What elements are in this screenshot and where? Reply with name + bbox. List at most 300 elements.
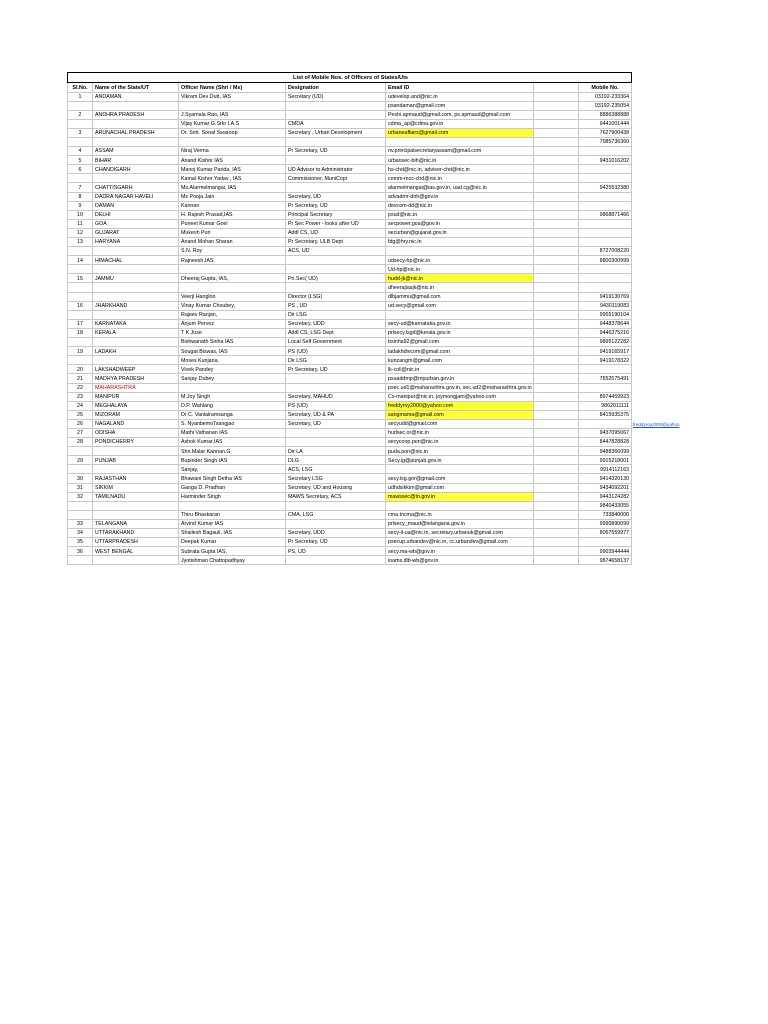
- table-row: [68, 356, 632, 365]
- table-row: [68, 265, 632, 274]
- email-cell: Secy.lg@punjab.gov.in: [386, 456, 534, 465]
- sl-no-cell: [68, 356, 93, 365]
- mobile-cell: 8974459923: [579, 392, 632, 401]
- state-cell: UTTARPRADESH: [93, 538, 179, 547]
- email-cell: bsinha92@gmail.com: [386, 338, 534, 347]
- email-cell: psecup.urbandev@nic.in, cc.urbandev@gmail.com: [386, 538, 534, 547]
- blank-cell: [534, 529, 579, 538]
- designation-cell: Secretary, UD: [286, 419, 386, 428]
- table-row: [68, 474, 632, 483]
- state-cell: RAJASTHAN: [93, 474, 179, 483]
- mobile-cell: 9840433055: [579, 501, 632, 510]
- email-cell: [386, 465, 534, 474]
- sl-no-cell: [68, 119, 93, 128]
- designation-cell: Pr Sec Power - looks after UD: [286, 219, 386, 228]
- mobile-cell: 7552575491: [579, 374, 632, 383]
- designation-cell: Secretary LSG: [286, 474, 386, 483]
- email-cell: Cs-manipur@nic.in, joymongjam@yahoo.com: [386, 392, 534, 401]
- sl-no-cell: 33: [68, 519, 93, 528]
- sl-no-cell: [68, 465, 93, 474]
- mobile-cell: [579, 365, 632, 374]
- mobile-cell: 9437095067: [579, 428, 632, 437]
- designation-cell: PS , UD: [286, 301, 386, 310]
- blank-cell: [534, 456, 579, 465]
- designation-cell: [286, 501, 386, 510]
- mobile-cell: 9955190104: [579, 310, 632, 319]
- officer-cell: T K Jose: [179, 328, 286, 337]
- blank-cell: [534, 428, 579, 437]
- table-row: [68, 137, 632, 146]
- table-row: [68, 347, 632, 356]
- table-row: [68, 447, 632, 456]
- officer-cell: Bhawani Singh Detha IAS: [179, 474, 286, 483]
- sl-no-cell: 1: [68, 92, 93, 101]
- mobile-cell: [579, 274, 632, 283]
- blank-cell: [534, 292, 579, 301]
- state-cell: MAHARASHTRA: [93, 383, 179, 392]
- officer-cell: Sanjay Dubey: [179, 374, 286, 383]
- officer-cell: M.Joy Singh: [179, 392, 286, 401]
- sl-no-cell: [68, 283, 93, 292]
- designation-cell: [286, 256, 386, 265]
- sl-no-cell: [68, 556, 93, 565]
- designation-cell: Dir LSG: [286, 356, 386, 365]
- state-cell: [93, 265, 179, 274]
- sl-no-cell: 32: [68, 492, 93, 501]
- designation-cell: PS (UD): [286, 347, 386, 356]
- state-cell: PONDICHERRY: [93, 438, 179, 447]
- table-row: [68, 156, 632, 165]
- sl-no-cell: 22: [68, 383, 93, 392]
- mobile-cell: 9419178322: [579, 356, 632, 365]
- blank-cell: [534, 410, 579, 419]
- table-row: [68, 338, 632, 347]
- sl-no-cell: 8: [68, 192, 93, 201]
- blank-cell: [534, 110, 579, 119]
- email-cell: hudsec.or@nic.in: [386, 428, 534, 437]
- state-cell: CHATTISGARH: [93, 183, 179, 192]
- sl-no-cell: 24: [68, 401, 93, 410]
- table-row: [68, 192, 632, 201]
- blank-cell: [534, 119, 579, 128]
- table-row: [68, 456, 632, 465]
- officer-cell: S.N. Roy: [179, 247, 286, 256]
- mobile-cell: 9903944444: [579, 547, 632, 556]
- table-row: [68, 319, 632, 328]
- email-cell: dheerajiasjk@nic.in: [386, 283, 534, 292]
- state-cell: UTTARAKHAND: [93, 529, 179, 538]
- sl-no-cell: 21: [68, 374, 93, 383]
- state-cell: NAGALAND: [93, 419, 179, 428]
- email-cell: psec.ud1@maharashtra.gov.in, sec.ud2@maharashtra.gov.in: [386, 383, 534, 392]
- designation-cell: CMA, LSG: [286, 510, 386, 519]
- designation-cell: Commissioner, MuniCopr: [286, 174, 386, 183]
- officer-cell: [179, 137, 286, 146]
- mobile-cell: 03192-233364: [579, 92, 632, 101]
- email-cell: secy-ud@karnataka.gov.in: [386, 319, 534, 328]
- designation-cell: [286, 556, 386, 565]
- sl-no-cell: 29: [68, 456, 93, 465]
- officer-cell: [179, 383, 286, 392]
- mobile-cell: 9874658137: [579, 556, 632, 565]
- state-cell: KERALA: [93, 328, 179, 337]
- email-cell: fdg@hry.nic.in: [386, 238, 534, 247]
- state-cell: LADAKH: [93, 347, 179, 356]
- mobile-cell: 9488366099: [579, 447, 632, 456]
- officer-cell: Vijay Kumar G.Srkr I.A.S: [179, 119, 286, 128]
- officer-cell: Dheeraj Gupta, IAS,: [179, 274, 286, 283]
- sl-no-cell: 16: [68, 301, 93, 310]
- mobile-cell: [579, 147, 632, 156]
- officer-cell: Vikram Dev Dutt, IAS: [179, 92, 286, 101]
- table-row: [68, 374, 632, 383]
- table-row: [68, 492, 632, 501]
- mobile-cell: [579, 538, 632, 547]
- mobile-cell: 9914112163: [579, 465, 632, 474]
- officer-cell: Anand Mohan Sharan: [179, 238, 286, 247]
- officer-cell: J.Syamala Rao, IAS: [179, 110, 286, 119]
- email-cell: secyudd@gmail.com: [386, 419, 534, 428]
- blank-cell: [534, 356, 579, 365]
- sl-no-cell: 9: [68, 201, 93, 210]
- email-cell: alarmelmangai@ias.gov.in, uad.cg@nic.in: [386, 183, 534, 192]
- officer-cell: Dr. Smt. Sonal Swaroop: [179, 128, 286, 137]
- spreadsheet: [67, 72, 631, 565]
- email-cell: prlsecy.lsgd@kerala.gov.in: [386, 328, 534, 337]
- email-cell: udhdsikkim@gmail.com: [386, 483, 534, 492]
- email-cell: securban@gujarat.gov.in: [386, 228, 534, 237]
- officer-cell: Niraj Verma: [179, 147, 286, 156]
- blank-cell: [534, 483, 579, 492]
- blank-cell: [534, 128, 579, 137]
- table-row: [68, 365, 632, 374]
- table-row: [68, 119, 632, 128]
- officer-cell: Moses Kunjana,: [179, 356, 286, 365]
- state-cell: HARYANA: [93, 238, 179, 247]
- mobile-cell: [579, 283, 632, 292]
- mobile-cell: 8447828828: [579, 438, 632, 447]
- overflow-email-link[interactable]: freddyroy2000@yahoo: [633, 422, 680, 427]
- mobile-cell: 8800300999: [579, 256, 632, 265]
- table-row: [68, 183, 632, 192]
- mobile-cell: [579, 228, 632, 237]
- table-row: [68, 401, 632, 410]
- state-cell: ASSAM: [93, 147, 179, 156]
- sl-no-cell: 30: [68, 474, 93, 483]
- mobile-cell: 9430119083: [579, 301, 632, 310]
- table-row: [68, 383, 632, 392]
- state-cell: DADRA NAGAR HAVELI: [93, 192, 179, 201]
- designation-cell: Pr Secretary, UD: [286, 201, 386, 210]
- blank-cell: [534, 238, 579, 247]
- header-blank: [534, 82, 579, 92]
- sl-no-cell: [68, 310, 93, 319]
- table-row: [68, 529, 632, 538]
- blank-cell: [534, 92, 579, 101]
- email-cell: urbaneaffairs@gmail.com: [386, 128, 534, 137]
- officer-cell: Manoj Kumar Parida, IAS: [179, 165, 286, 174]
- state-cell: [93, 501, 179, 510]
- officer-cell: [179, 501, 286, 510]
- officer-cell: Anand Kishor IAS: [179, 156, 286, 165]
- sl-no-cell: 15: [68, 274, 93, 283]
- state-cell: BIHAR: [93, 156, 179, 165]
- state-cell: [93, 174, 179, 183]
- blank-cell: [534, 228, 579, 237]
- email-cell: cdma_ap@cdma.gov.in: [386, 119, 534, 128]
- state-cell: [93, 283, 179, 292]
- email-cell: udsecy-hp@nic.in: [386, 256, 534, 265]
- email-cell: ladakhdivcom@gmail.com: [386, 347, 534, 356]
- officer-cell: Ms Pooja Jain: [179, 192, 286, 201]
- blank-cell: [534, 338, 579, 347]
- blank-cell: [534, 492, 579, 501]
- designation-cell: Director (LSG): [286, 292, 386, 301]
- state-cell: DAMAN: [93, 201, 179, 210]
- mobile-cell: 7085736360: [579, 137, 632, 146]
- table-row: [68, 301, 632, 310]
- designation-cell: [286, 137, 386, 146]
- mobile-cell: [579, 238, 632, 247]
- email-cell: nv.principalsecretaryassam@gmail.com: [386, 147, 534, 156]
- email-cell: secy.ma-wb@gov.in: [386, 547, 534, 556]
- sl-no-cell: 17: [68, 319, 93, 328]
- table-row: [68, 410, 632, 419]
- officer-cell: D.P. Wahlang: [179, 401, 286, 410]
- designation-cell: Dir LSG: [286, 310, 386, 319]
- table-row: [68, 174, 632, 183]
- email-cell: hudd-jk@nic.in: [386, 274, 534, 283]
- email-cell: secycoop.pon@nic.in: [386, 438, 534, 447]
- sl-no-cell: [68, 265, 93, 274]
- sl-no-cell: 14: [68, 256, 93, 265]
- designation-cell: Secretary, UD and Housing: [286, 483, 386, 492]
- sl-no-cell: 28: [68, 438, 93, 447]
- email-cell: prlsecy_maud@telangana.gov.in: [386, 519, 534, 528]
- state-cell: [93, 292, 179, 301]
- table-title: List of Mobile Nos. of Officers of States/Uts: [68, 73, 632, 83]
- state-cell: PUNJAB: [93, 456, 179, 465]
- officer-cell: Mathi Vathanan IAS: [179, 428, 286, 437]
- sl-no-cell: 23: [68, 392, 93, 401]
- mobile-cell: 9990890099: [579, 519, 632, 528]
- blank-cell: [534, 183, 579, 192]
- blank-cell: [534, 474, 579, 483]
- state-cell: HIMACHAL: [93, 256, 179, 265]
- blank-cell: [534, 256, 579, 265]
- header-officer: Officer Name (Shri / Ms): [179, 82, 286, 92]
- table-row: [68, 165, 632, 174]
- state-cell: MEGHALAYA: [93, 401, 179, 410]
- table-row: [68, 274, 632, 283]
- officer-cell: Ashok Kumar,IAS: [179, 438, 286, 447]
- mobile-cell: 9419165917: [579, 347, 632, 356]
- blank-cell: [534, 419, 579, 428]
- table-row: [68, 483, 632, 492]
- sl-no-cell: 6: [68, 165, 93, 174]
- designation-cell: DLG: [286, 456, 386, 465]
- designation-cell: [286, 374, 386, 383]
- mobile-cell: [579, 383, 632, 392]
- designation-cell: [286, 265, 386, 274]
- state-cell: KARNATAKA: [93, 319, 179, 328]
- officer-cell: Bupinder Singh IAS: [179, 456, 286, 465]
- table-row: [68, 538, 632, 547]
- table-row: [68, 465, 632, 474]
- designation-cell: Secretary , Urban Development: [286, 128, 386, 137]
- table-row: [68, 128, 632, 137]
- sl-no-cell: [68, 247, 93, 256]
- table-row: [68, 310, 632, 319]
- table-row: [68, 556, 632, 565]
- mobile-cell: 9448378644: [579, 319, 632, 328]
- sl-no-cell: [68, 501, 93, 510]
- sl-no-cell: 19: [68, 347, 93, 356]
- designation-cell: Principal Secretary: [286, 210, 386, 219]
- sl-no-cell: 11: [68, 219, 93, 228]
- blank-cell: [534, 283, 579, 292]
- blank-cell: [534, 447, 579, 456]
- mobile-cell: [579, 265, 632, 274]
- blank-cell: [534, 401, 579, 410]
- state-cell: ANDAMAN: [93, 92, 179, 101]
- designation-cell: Dir LA: [286, 447, 386, 456]
- email-cell: urbansec-bih@nic.in: [386, 156, 534, 165]
- blank-cell: [534, 247, 579, 256]
- blank-cell: [534, 265, 579, 274]
- state-cell: [93, 247, 179, 256]
- officer-cell: Rajeev Ranjan,: [179, 310, 286, 319]
- sl-no-cell: 12: [68, 228, 93, 237]
- designation-cell: [286, 156, 386, 165]
- blank-cell: [534, 374, 579, 383]
- officer-cell: Sanjay,: [179, 465, 286, 474]
- state-cell: [93, 101, 179, 110]
- mobile-cell: 03192-235054: [579, 101, 632, 110]
- officer-cell: Bishwanath Sinha IAS: [179, 338, 286, 347]
- mobile-cell: [579, 219, 632, 228]
- designation-cell: Secretary, UDD: [286, 319, 386, 328]
- mobile-cell: 9431016202: [579, 156, 632, 165]
- state-cell: MANIPUR: [93, 392, 179, 401]
- state-cell: [93, 310, 179, 319]
- email-cell: [386, 137, 534, 146]
- blank-cell: [534, 328, 579, 337]
- email-cell: [386, 501, 534, 510]
- mobile-cell: [579, 174, 632, 183]
- designation-cell: Secretary, UD: [286, 192, 386, 201]
- blank-cell: [534, 147, 579, 156]
- designation-cell: Pr Secretary, UD: [286, 538, 386, 547]
- state-cell: WEST BENGAL: [93, 547, 179, 556]
- blank-cell: [534, 156, 579, 165]
- designation-cell: [286, 283, 386, 292]
- email-cell: mawssec@tn.gov.in: [386, 492, 534, 501]
- sl-no-cell: 2: [68, 110, 93, 119]
- table-row: [68, 547, 632, 556]
- designation-cell: [286, 428, 386, 437]
- blank-cell: [534, 301, 579, 310]
- officer-cell: Mukesh Puri: [179, 228, 286, 237]
- officer-cell: Ms.Alarmelmangai, IAS: [179, 183, 286, 192]
- officer-cell: Kannan: [179, 201, 286, 210]
- designation-cell: [286, 438, 386, 447]
- sl-no-cell: 27: [68, 428, 93, 437]
- sl-no-cell: 5: [68, 156, 93, 165]
- designation-cell: Secretary (UD): [286, 92, 386, 101]
- mobile-cell: 9915218001: [579, 456, 632, 465]
- designation-cell: PS (UD): [286, 401, 386, 410]
- email-cell: Peshi.apmaud@gmail.com, ps.apmaud@gmail.com: [386, 110, 534, 119]
- email-cell: dlbjammu@gmail.com: [386, 292, 534, 301]
- email-cell: udevelop.and@nic.in: [386, 92, 534, 101]
- sl-no-cell: 18: [68, 328, 93, 337]
- email-cell: freddyroy2000@yahoo.com: [386, 401, 534, 410]
- sl-no-cell: 4: [68, 147, 93, 156]
- mobile-cell: 8886388888: [579, 110, 632, 119]
- officer-cell: Deepak Kumar: [179, 538, 286, 547]
- header-email: Email ID: [386, 82, 534, 92]
- email-cell: secy.lsg.gor@gmail.com: [386, 474, 534, 483]
- email-cell: comm-mcc-chd@nic.in: [386, 174, 534, 183]
- designation-cell: UD Advisor to Administrator: [286, 165, 386, 174]
- sl-no-cell: 36: [68, 547, 93, 556]
- table-row: [68, 292, 632, 301]
- blank-cell: [534, 201, 579, 210]
- sl-no-cell: 34: [68, 529, 93, 538]
- officer-cell: Vinay Kumar Choubey,: [179, 301, 286, 310]
- blank-cell: [534, 547, 579, 556]
- mobile-cell: 9446375216: [579, 328, 632, 337]
- designation-cell: Pr Secretary, UD: [286, 147, 386, 156]
- mobile-cell: 9443124282: [579, 492, 632, 501]
- blank-cell: [534, 101, 579, 110]
- designation-cell: Secretary, MAHUD: [286, 392, 386, 401]
- state-cell: JHARKHAND: [93, 301, 179, 310]
- email-cell: [386, 247, 534, 256]
- mobile-cell: 9441001444: [579, 119, 632, 128]
- blank-cell: [534, 347, 579, 356]
- designation-cell: [286, 519, 386, 528]
- header-row: [68, 82, 632, 92]
- blank-cell: [534, 438, 579, 447]
- sl-no-cell: 25: [68, 410, 93, 419]
- designation-cell: [286, 101, 386, 110]
- blank-cell: [534, 274, 579, 283]
- state-cell: CHANDIGARH: [93, 165, 179, 174]
- email-cell: Ud-hp@nic.in: [386, 265, 534, 274]
- officer-cell: Subrata Gupta IAS,: [179, 547, 286, 556]
- table-title-row: [68, 73, 632, 83]
- sl-no-cell: 3: [68, 128, 93, 137]
- officers-table: [67, 72, 632, 565]
- state-cell: [93, 119, 179, 128]
- state-cell: ARUNACHAL PRADESH: [93, 128, 179, 137]
- state-cell: MIZORAM: [93, 410, 179, 419]
- blank-cell: [534, 365, 579, 374]
- mobile-cell: 9434092201: [579, 483, 632, 492]
- state-cell: GUJARAT: [93, 228, 179, 237]
- blank-cell: [534, 556, 579, 565]
- mobile-cell: 9895122282: [579, 338, 632, 347]
- email-cell: psud@nic.in: [386, 210, 534, 219]
- header-mobile: Mobile No.: [579, 82, 632, 92]
- sl-no-cell: 13: [68, 238, 93, 247]
- sl-no-cell: 20: [68, 365, 93, 374]
- header-sl-no: Sl.No.: [68, 82, 93, 92]
- table-row: [68, 247, 632, 256]
- sl-no-cell: 10: [68, 210, 93, 219]
